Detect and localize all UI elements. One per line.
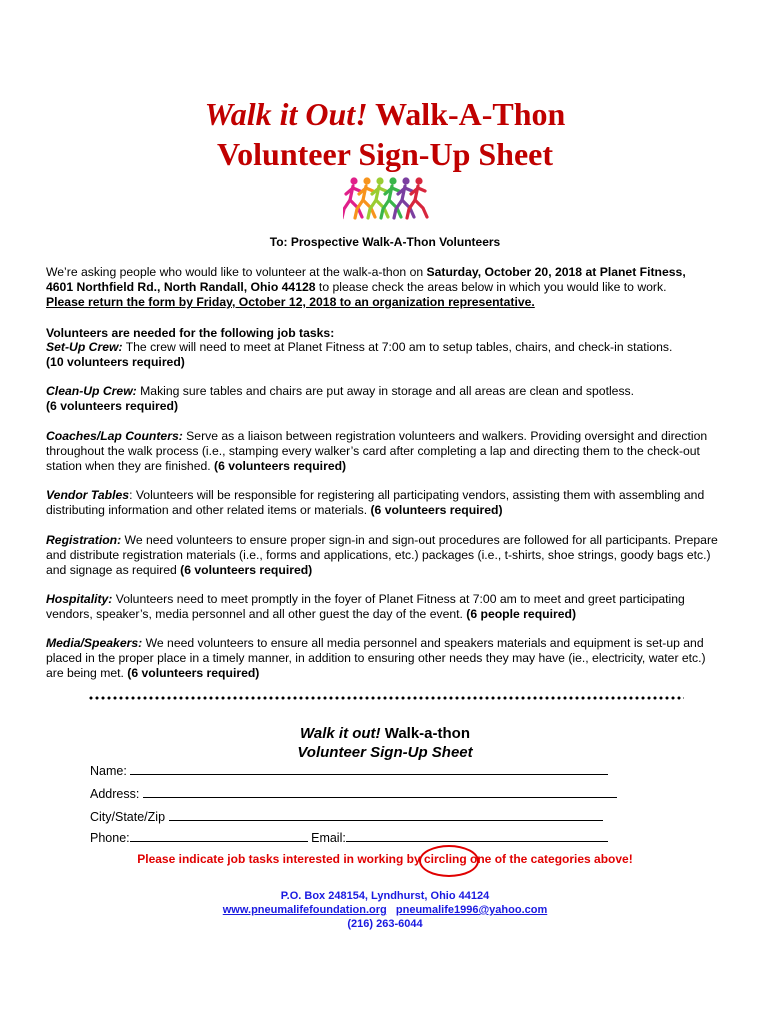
form-subtitle: Volunteer Sign-Up Sheet: [297, 744, 473, 761]
task-coaches-lap-counters: Coaches/Lap Counters: Serve as a liaison between registration volunteers and walkers. Providing oversight and direction throughout the walk process (i.e., stamping every walker’s card after completing a lap and directing them to the check-out station when they are finished. (6 volunteers required): [46, 429, 708, 473]
city-state-zip-label: City/State/Zip: [90, 810, 166, 824]
footer-links: [0, 903, 770, 917]
address-label: Address:: [90, 787, 140, 801]
website-link[interactable]: www.pneumalifefoundation.org: [222, 904, 387, 916]
intro-paragraph: We’re asking people who would like to volunteer at the walk-a-thon on Saturday, October 20, 2018 at Planet Fitness, 4601 Northfield Rd., North Randall, Ohio 44128 to please check the areas below in which you would like to work. Please return the form by Friday, October 12, 2018 to an organization representative.: [46, 265, 686, 309]
footer-phone: (216) 263-6044: [347, 918, 423, 930]
red-circle-annotation: [419, 845, 479, 877]
to-line: To: Prospective Walk-A-Thon Volunteers: [269, 235, 501, 249]
name-input-line[interactable]: [130, 763, 608, 775]
task-registration: Registration: We need volunteers to ensure proper sign-in and sign-out procedures are followed for all participants. Prepare and distribute registration materials (i.e., forms and applications, etc.) packages (i.e., t-shirts, shoe strings, goody bags etc.) and signage as required (6 volunteers required): [46, 533, 718, 577]
address-field[interactable]: [90, 786, 617, 802]
form-title: Walk it out! Walk-a-thon: [300, 725, 470, 742]
document-title-line2: Volunteer Sign-Up Sheet: [216, 136, 554, 172]
task-cleanup-crew: Clean-Up Crew: Making sure tables and chairs are put away in storage and all areas are clean and spotless. (6 volunteers required): [46, 384, 635, 413]
task-media-speakers: Media/Speakers: We need volunteers to ensure all media personnel and speakers materials and equipment is set-up and placed in the proper place in a timely manner, in addition to ensuring other needs they may have (ie., electricity, water etc.) are being met. (6 volunteers required): [46, 636, 706, 680]
tasks-header: Volunteers are needed for the following job tasks:: [46, 326, 335, 340]
task-setup-crew: Set-Up Crew: The crew will need to meet at Planet Fitness at 7:00 am to setup tables, chairs, and check-in stations. (10 volunteers required): [46, 340, 673, 369]
email-input-line[interactable]: [346, 830, 608, 842]
title-rest: Walk-A-Thon: [367, 96, 566, 132]
circling-instruction: Please indicate job tasks interested in working by circling one of the categories above!: [137, 852, 633, 866]
document-title-line1: [0, 94, 770, 134]
phone-label: Phone:: [90, 831, 130, 845]
task-vendor-tables: Vendor Tables: Volunteers will be responsible for registering all participating vendors, assisting them with assembling and distributing information and other related items or materials. (6 volunteers required): [46, 488, 705, 517]
task-hospitality: Hospitality: Volunteers need to meet promptly in the foyer of Planet Fitness at 7:00 am to meet and greet participating vendors, speaker’s, media personnel and all other guest the day of the event. (6 people required): [46, 592, 685, 621]
phone-email-field[interactable]: [90, 830, 608, 846]
title-italic: Walk it Out!: [204, 96, 368, 132]
city-state-zip-field[interactable]: [90, 809, 603, 825]
phone-input-line[interactable]: [130, 830, 308, 842]
footer-address: P.O. Box 248154, Lyndhurst, Ohio 44124: [280, 890, 490, 902]
running-people-icon: [343, 175, 431, 223]
dotted-separator: [88, 695, 684, 701]
address-input-line[interactable]: [143, 786, 617, 798]
city-state-zip-input-line[interactable]: [169, 809, 603, 821]
email-link[interactable]: pneumalife1996@yahoo.com: [395, 904, 548, 916]
return-deadline: Please return the form by Friday, October 12, 2018 to an organization representative.: [46, 295, 535, 309]
runner-figure: [343, 177, 362, 218]
email-label: Email:: [311, 831, 346, 845]
name-label: Name:: [90, 764, 127, 778]
name-field[interactable]: [90, 763, 608, 779]
